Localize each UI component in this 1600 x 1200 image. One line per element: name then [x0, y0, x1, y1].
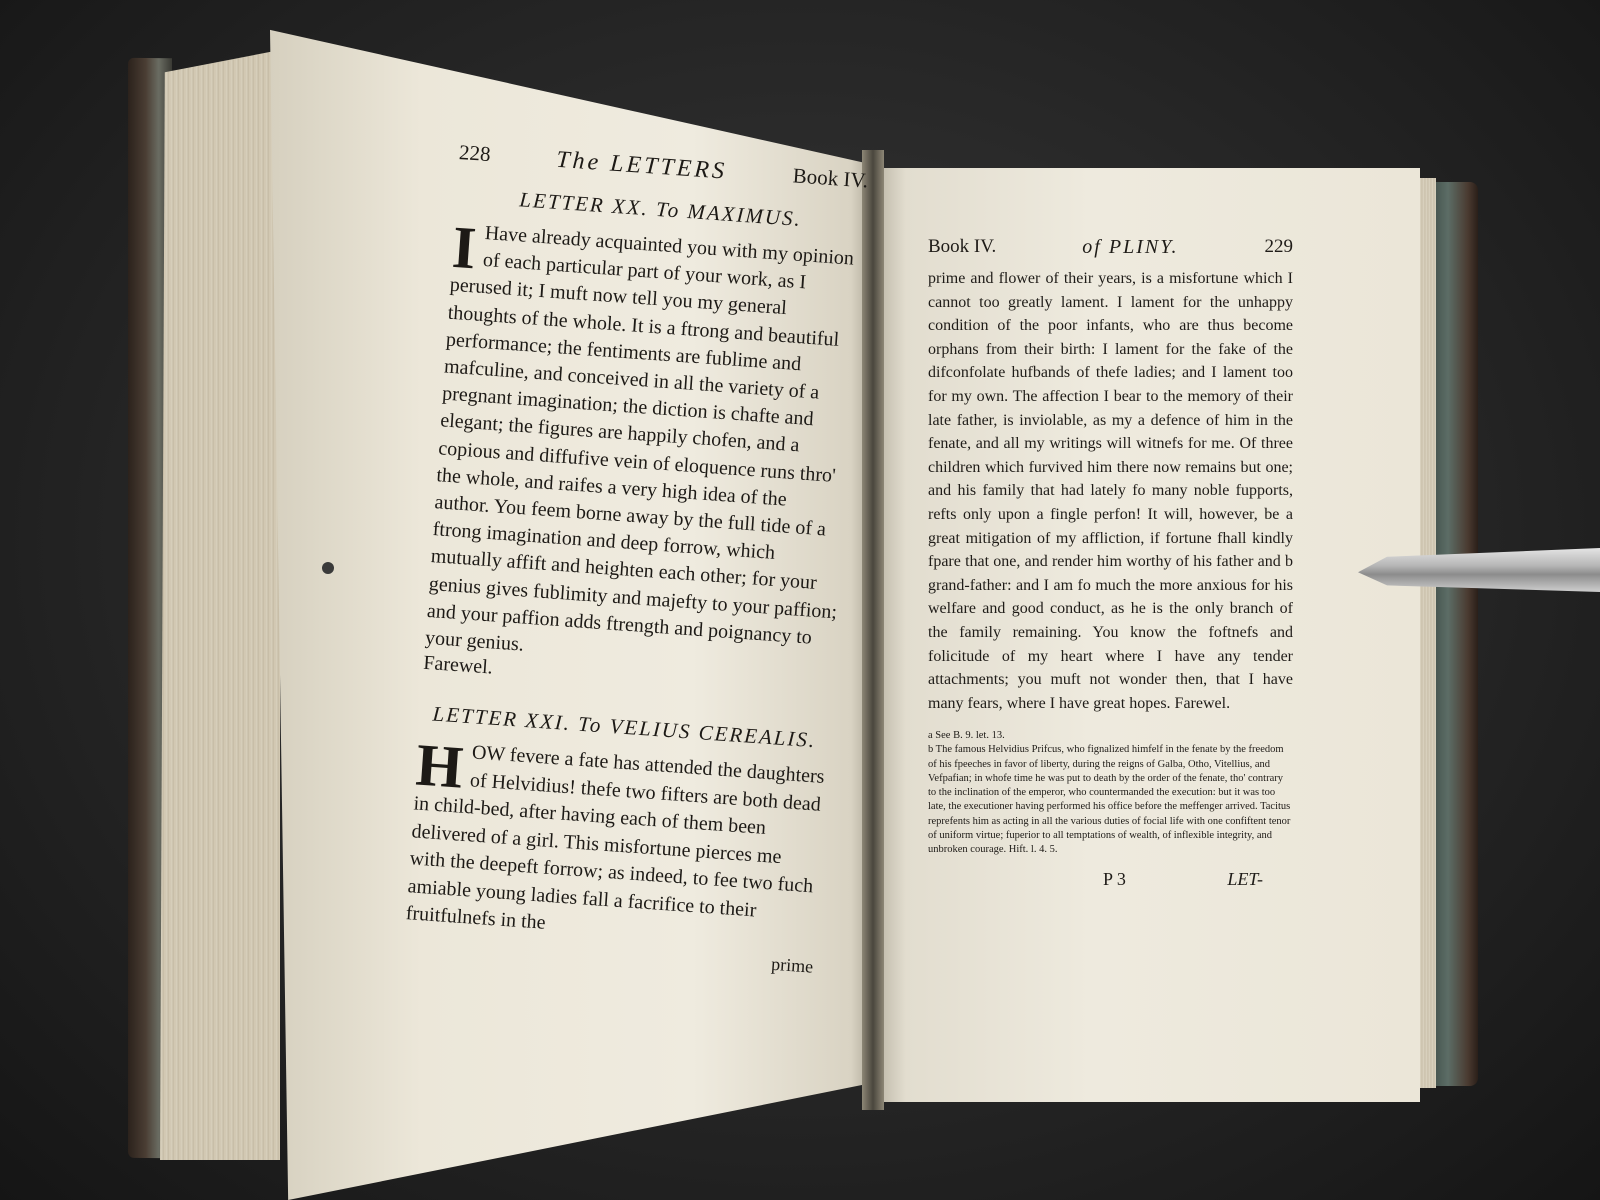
- left-running-title: The LETTERS: [555, 146, 728, 185]
- footnote-b: b The famous Helvidius Prifcus, who fignalized himfelf in the fenate by the freedom of his fpeeches in favor of liberty, during the reigns of Galba, Otho, Vitellius, and Vefpafian; in whofe time he was put to death by the order of the fenate, tho' contrary to the inclination of the emperor, who countermanded the execution: but it was too late, the executioner having performed his office before the meffenger arrived. Tacitus reprefents him as acting in all the various duties of focial life with one confiftent tenor of uniform virtue; fuperior to all temptations of wealth, of inflexible integrity, and unbroken courage. Hift. l. 4. 5.: [928, 744, 1291, 855]
- signature-line: [928, 869, 1293, 890]
- right-header: [928, 236, 1293, 259]
- footnotes: [928, 729, 1293, 857]
- letter-21-body: [405, 731, 827, 957]
- book-gutter: [862, 150, 884, 1110]
- footnote-a: a See B. 9. let. 13.: [928, 730, 1005, 742]
- letter-20-dropcap: I: [450, 213, 479, 282]
- right-body: prime and flower of their years, is a misfortune which I cannot too greatly lament. I lament for the unhappy condition of the poor infants, who are thus become orphans from their birth: I lament for the fake of the difconfolate hufbands of thefe ladies; and I lament too for my own. The affection I bear to the memory of their late father, is inviolable, as my a defence of him in the fenate, and all my writings will witnefs for me. Of three children which furvived him there now remains but one; and his family that had lately fo many noble fupports, refts only upon a fingle perfon! It will, however, be a great mitigation of my affliction, if fortune fhall kindly fpare that one, and render him worthy of his father and b grand-father: and I am fo much the more anxious for his welfare and good conduct, as he is the only branch of the family remaining. You know the foftnefs and folicitude of my heart where I have any tender attachments; you muft not wonder then, that I have many fears, where I have great hopes. Farewel.: [928, 270, 1293, 712]
- letter-20-title: LETTER XX. To MAXIMUS.: [518, 187, 803, 232]
- letter-20-text: Have already acquainted you with my opinion of each particular part of your work, as I perused it; I muft now tell you my general thoughts of the whole. It is a ftrong and beautiful performance; the fentiments are fublime and mafculine, and conceived in all the variety of a pregnant imagination; the diction is chafte and elegant; the figures are happily chofen, and a copious and diffufive vein of eloquence runs thro' the whole, and raifes a very high idea of the author. You feem borne away by the full tide of a ftrong imagination and deep forrow, which mutually affift and heighten each other; for your genius gives fublimity and majefty to your paffion; and your paffion adds ftrength and poignancy to your genius.: [424, 221, 855, 656]
- right-running-title: of PLINY.: [1082, 236, 1179, 258]
- right-book-label: Book IV.: [928, 236, 997, 257]
- left-page-number: 228: [458, 140, 492, 167]
- left-page-block: [160, 50, 280, 1160]
- paper-hole: [322, 562, 334, 574]
- left-book-label: Book IV.: [792, 163, 870, 193]
- letter-20-signoff: Farewel.: [422, 651, 494, 679]
- letter-21-text: OW fevere a fate has attended the daughters of Helvidius! thefe two fifters are both dead in child-bed, after having each of them been delivered of a girl. This misfortune pierces me with the deepeft forrow; as indeed, to fee two fuch amiable young ladies fall a facrifice to their fruitfulnefs in the: [405, 741, 826, 935]
- letter-21-dropcap: H: [414, 731, 466, 801]
- left-catchword: prime: [770, 953, 814, 977]
- letter-21-title: LETTER XXI. To VELIUS CEREALIS.: [431, 701, 818, 753]
- letter-20-body: [424, 213, 863, 681]
- right-catchword: LET-: [1227, 869, 1263, 890]
- left-page-text: [403, 140, 869, 977]
- right-page-text: [928, 236, 1293, 890]
- signature-mark: P 3: [1103, 869, 1126, 890]
- right-page-number: 229: [1264, 236, 1293, 257]
